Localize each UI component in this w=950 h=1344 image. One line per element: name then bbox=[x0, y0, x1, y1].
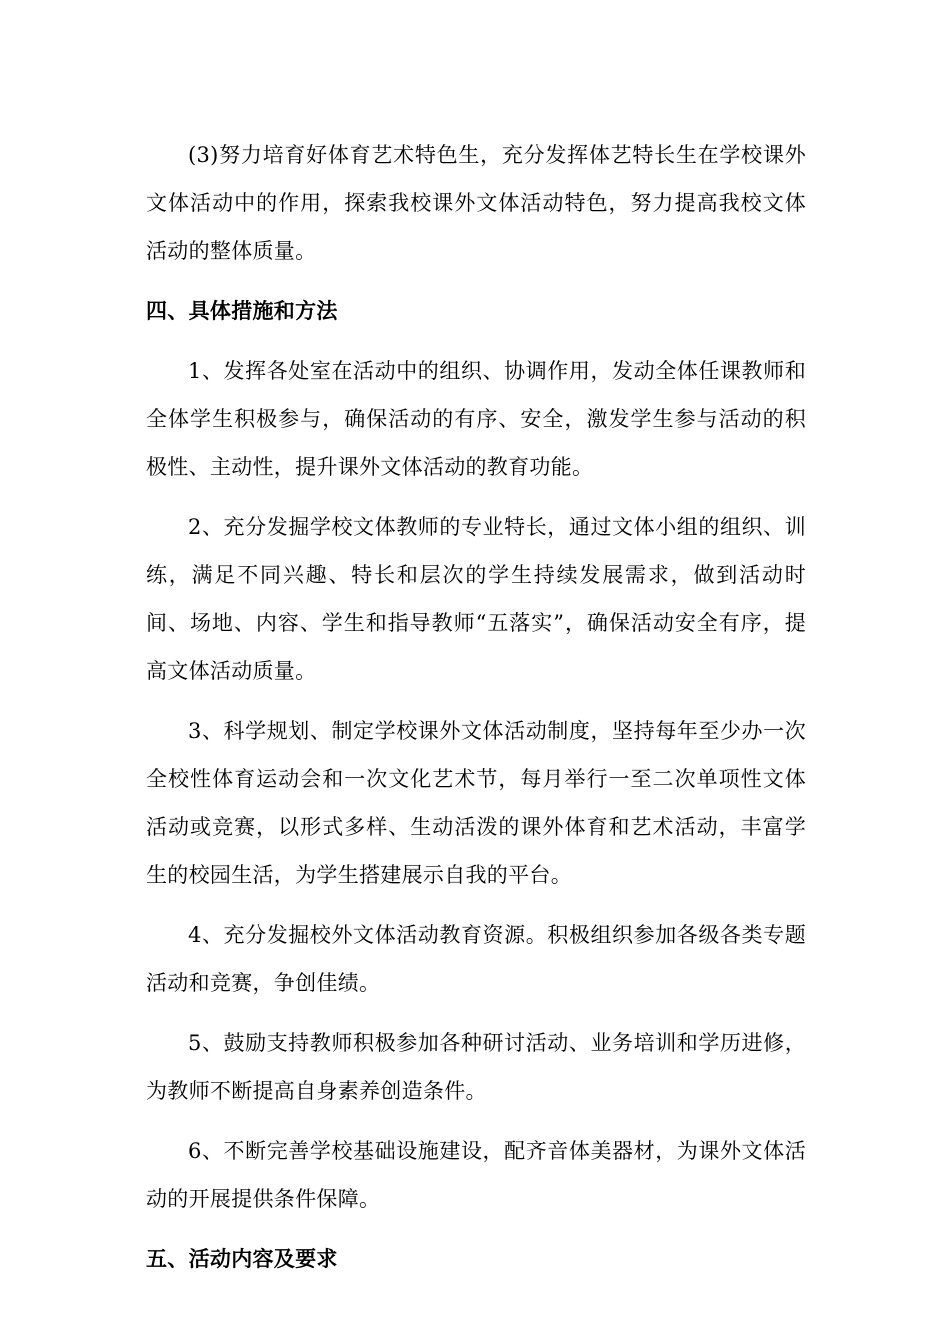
document-body bbox=[146, 131, 806, 1295]
section-4-heading: 四、具体措施和方法 bbox=[146, 298, 338, 323]
measure-item-6: 6、不断完善学校基础设施建设，配齐音体美器材，为课外文体活动的开展提供条件保障。 bbox=[146, 1139, 806, 1211]
measure-item-5: 5、鼓励支持教师积极参加各种研讨活动、业务培训和学历进修，为教师不断提高自身素养创造条件。 bbox=[146, 1031, 806, 1103]
measure-item-1: 1、发挥各处室在活动中的组织、协调作用，发动全体任课教师和全体学生积极参与，确保活动的有序、安全，激发学生参与活动的积极性、主动性，提升课外文体活动的教育功能。 bbox=[146, 359, 806, 479]
measure-item-4: 4、充分发掘校外文体活动教育资源。积极组织参加各级各类专题活动和竞赛，争创佳绩。 bbox=[146, 923, 806, 995]
measure-item-3: 3、科学规划、制定学校课外文体活动制度，坚持每年至少办一次全校性体育运动会和一次文化艺术节，每月举行一至二次单项性文体活动或竞赛，以形式多样、生动活泼的课外体育和艺术活动，丰富学生的校园生活，为学生搭建展示自我的平台。 bbox=[146, 719, 806, 887]
measure-item-2: 2、充分发掘学校文体教师的专业特长，通过文体小组的组织、训练，满足不同兴趣、特长和层次的学生持续发展需求，做到活动时间、场地、内容、学生和指导教师“五落实”，确保活动安全有序，提高文体活动质量。 bbox=[146, 515, 806, 683]
paragraph-3-intro: (3)努力培育好体育艺术特色生，充分发挥体艺特长生在学校课外文体活动中的作用，探索我校课外文体活动特色，努力提高我校文体活动的整体质量。 bbox=[146, 143, 806, 263]
section-5-heading: 五、活动内容及要求 bbox=[146, 1246, 338, 1271]
